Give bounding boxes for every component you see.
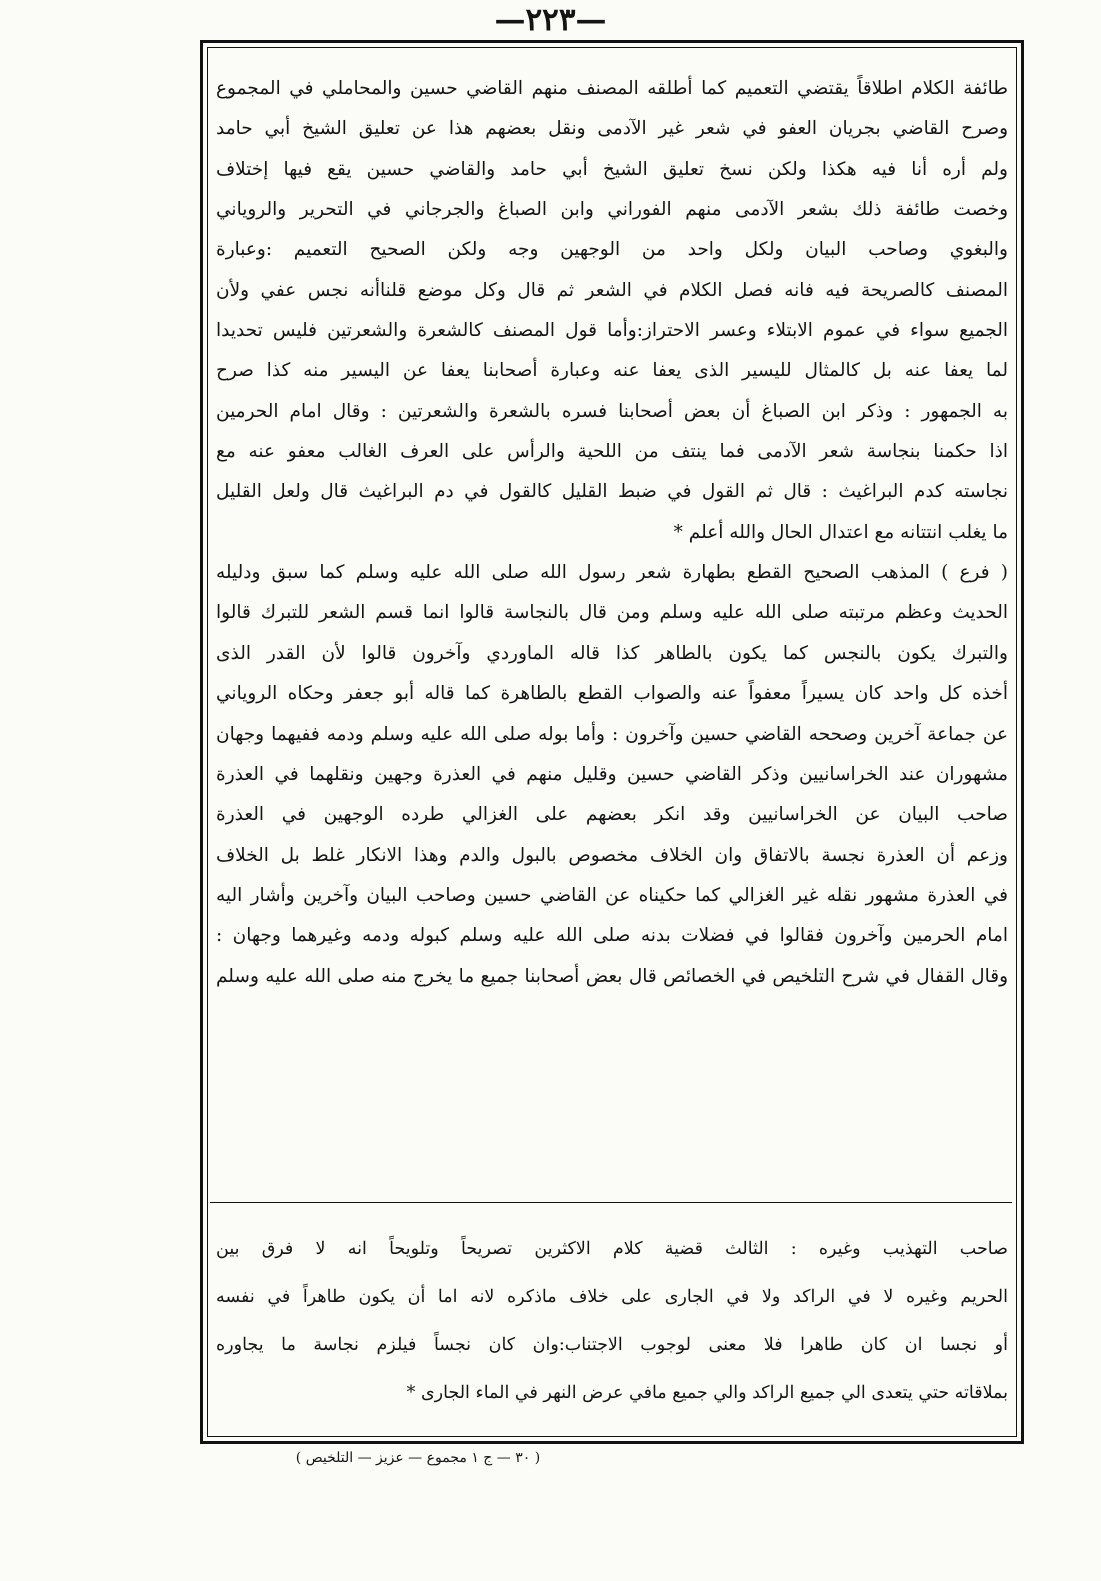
text-line: أخذه كل واحد كان يسيراً معفواً عنه والصواب القطع بالطاهرة كما قاله أبو جعفر وحكاه الروياني [216,683,1008,705]
text-line: والبغوي وصاحب البيان ولكل واحد من الوجهين وجه ولكن الصحيح التعميم :وعبارة [216,239,1008,261]
page-number: —٢٢٣— [494,2,607,38]
footnote-line: الحريم وغيره لا في الراكد ولا في الجارى على خلاف ماذكره لانه اما أن يكون طاهراً في نفسه [216,1287,1008,1307]
text-line: ولم أره أنا فيه هكذا ولكن نسخ تعليق الشيخ أبي حامد والقاضي حسين يقع فيها إختلاف [216,158,1008,180]
footnote-block [216,1225,1008,1417]
text-line: الجميع سواء في عموم الابتلاء وعسر الاحتراز:وأما قول المصنف كالشعرة والشعرتين فليس تحديدا [216,320,1008,342]
text-line: والتبرك يكون بالنجس كما يكون بالطاهر كذا قاله الماوردي وآخرون قالوا لأن القدر الذى [216,642,1008,664]
text-line: المصنف كالصريحة فيه فانه فصل الكلام في الشعر ثم قال وكل موضع قلناأنه نجس عفي ولأن [216,279,1008,301]
text-line: طائفة الكلام اطلاقاً يقتضي التعميم كما أطلقه المصنف منهم القاضي حسين والمحاملي في المجموع [216,78,1008,99]
text-line: نجاسته كدم البراغيث : قال ثم القول في ضبط القليل كالقول في دم البراغيث قال ولعل القليل [216,481,1008,503]
text-line: عن جماعة آخرين وصححه القاضي حسين وآخرون : وأما بوله صلى الله عليه وسلم ودمه ففيهما وجهان [216,723,1008,745]
text-line: به الجمهور : وذكر ابن الصباغ أن بعض أصحابنا فسره بالشعرة والشعرتين : وقال امام الحرمين [216,400,1008,422]
signature-mark: ( ٣٠ — ج ١ مجموع — عزيز — التلخيص ) [295,1450,541,1466]
text-line: الحديث وعظم مرتبته صلى الله عليه وسلم ومن قال بالنجاسة قالوا انما قسم الشعر للتبرك قالوا [216,602,1008,624]
text-line: مشهوران عند الخراسانيين وذكر القاضي حسين وقليل منهم في العذرة وجهين ونقلهما في العذرة [216,763,1008,785]
paragraph-end-line: ما يغلب انتتانه مع اعتدال الحال والله أعلم * [673,521,1008,543]
text-line: اذا حكمنا بنجاسة شعر الآدمى فما ينتف من اللحية والرأس على العرف الغالب معفو عنه مع [216,441,1008,463]
text-line: ( فرع ) المذهب الصحيح القطع بطهارة شعر رسول الله صلى الله عليه وسلم كما سبق ودليله [216,562,1008,584]
footnote-line: أو نجسا ان كان طاهرا فلا معنى لوجوب الاجتناب:وان كان نجساً فيلزم نجاسة ما يجاوره [216,1335,1008,1355]
footnote-separator [210,1202,1012,1203]
text-line: امام الحرمين وآخرون فقالوا في فضلات بدنه صلى الله عليه وسلم كبوله ودمه وغيرهما وجهان : [216,925,1008,947]
text-line: صاحب البيان عن الخراسانيين وقد انكر بعضهم على الغزالي طرده الوجهين في العذرة [216,804,1008,826]
main-text-block [216,69,1008,997]
text-line: وزعم أن العذرة نجسة بالاتفاق وان الخلاف مخصوص بالبول والدم وهذا الانكار غلط بل الخلاف [216,844,1008,866]
footnote-line: بملاقاته حتي يتعدى الي جميع الراكد والي جميع مافي عرض النهر في الماء الجارى * [406,1383,1008,1403]
text-line: في العذرة مشهور نقله غير الغزالي كما حكيناه عن القاضي حسين وصاحب البيان وآخرين وأشار اليه [216,884,1008,906]
text-line: وصرح القاضي بجريان العفو في شعر غير الآدمى ونقل بعضهم هذا عن تعليق الشيخ أبي حامد [216,118,1008,140]
text-line: وخصت طائفة ذلك بشعر الآدمى منهم الفوراني وابن الصباغ والجرجاني في التحرير والروياني [216,199,1008,221]
text-line: لما يعفا عنه بل كالمثال لليسير الذى يعفا عنه وعبارة أصحابنا يعفا عن اليسير منه كذا صرح [216,360,1008,382]
text-line: وقال القفال في شرح التلخيص في الخصائص قال بعض أصحابنا جميع ما يخرج منه صلى الله عليه وسلم [216,965,1008,987]
footnote-line: صاحب التهذيب وغيره : الثالث قضية كلام الاكثرين تصريحاً وتلويحاً انه لا فرق بين [216,1239,1008,1259]
